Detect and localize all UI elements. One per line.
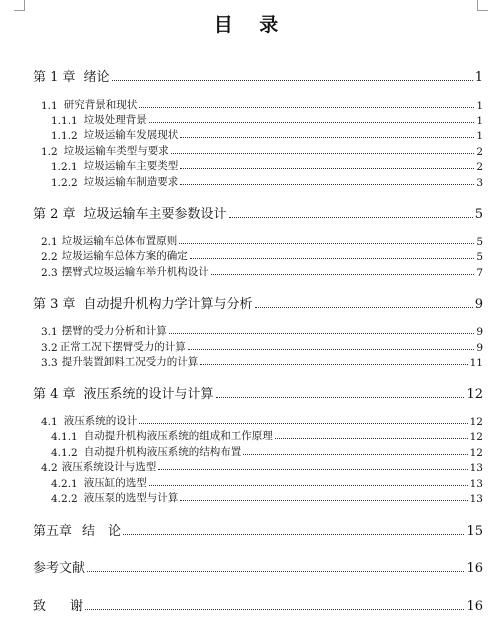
toc-chapter-entry[interactable] xyxy=(33,520,483,539)
toc-entry-number: 1.2.1 xyxy=(51,161,78,173)
toc-entry-number: 第 2 章 xyxy=(33,207,76,222)
toc-entry-title: 液压系统设计与选型 xyxy=(61,461,157,473)
toc-entry-title: 摆臂式垃圾运输车举升机构设计 xyxy=(61,266,209,278)
toc-page-number: 13 xyxy=(469,462,483,474)
toc-page-number: 5 xyxy=(476,236,483,248)
toc-entry-number: 4.1 xyxy=(41,416,58,428)
toc-entry-number: 2.3 xyxy=(41,267,58,279)
toc-dot-leader xyxy=(229,216,473,218)
toc-page-number: 12 xyxy=(469,447,483,459)
toc-entry-title: 结 论 xyxy=(82,524,122,539)
toc-section-entry[interactable] xyxy=(41,413,483,428)
toc-page-number: 13 xyxy=(469,478,483,490)
toc-entry-title: 垃圾运输车主要类型 xyxy=(83,160,179,172)
toc-entry-number: 第 1 章 xyxy=(33,70,76,85)
toc-entry-title: 自动提升机构力学计算与分析 xyxy=(83,297,253,312)
toc-entry-number: 3.2 xyxy=(41,342,58,354)
toc-chapter-entry[interactable] xyxy=(33,383,483,402)
toc-section-entry[interactable] xyxy=(41,339,483,354)
toc-dot-leader xyxy=(216,396,465,398)
toc-section-entry[interactable] xyxy=(51,428,483,443)
toc-entry-number: 1.2 xyxy=(41,146,58,158)
toc-page-number: 16 xyxy=(466,599,483,614)
toc-entry-title: 垃圾运输车发展现状 xyxy=(83,129,179,141)
toc-page-number: 2 xyxy=(476,161,483,173)
toc-entry-title: 垃圾运输车制造要求 xyxy=(83,176,179,188)
toc-page-number: 2 xyxy=(476,146,483,158)
toc-dot-leader xyxy=(112,79,473,81)
toc-chapter-entry[interactable] xyxy=(33,595,483,614)
toc-title: 目 录 xyxy=(213,14,289,36)
toc-entry-title: 摆臂的受力分析和计算 xyxy=(61,325,167,337)
toc-dot-leader xyxy=(139,106,474,108)
toc-section-entry[interactable] xyxy=(41,323,483,338)
toc-entry-title: 液压系统的设计 xyxy=(63,415,138,427)
toc-entry-number: 第 4 章 xyxy=(33,387,76,402)
toc-section-entry[interactable] xyxy=(51,112,483,127)
toc-entry-number: 2.1 xyxy=(41,236,58,248)
toc-entry-number: 4.2.1 xyxy=(51,478,78,490)
toc-section-entry[interactable] xyxy=(51,475,483,490)
toc-entry-number: 1.1.1 xyxy=(51,115,78,127)
toc-dot-leader xyxy=(180,167,474,169)
toc-page-number: 16 xyxy=(466,561,483,576)
toc-dot-leader xyxy=(275,437,468,439)
toc-entry-title: 提升装置卸料工况受力的计算 xyxy=(61,356,199,368)
toc-dot-leader xyxy=(123,533,464,535)
toc-page-number: 5 xyxy=(474,207,483,222)
toc-dot-leader xyxy=(180,183,474,185)
toc-entry-number: 2.2 xyxy=(41,251,58,263)
toc-section-entry[interactable] xyxy=(41,354,483,369)
toc-entry-number: 1.2.2 xyxy=(51,177,78,189)
toc-dot-leader xyxy=(188,348,475,350)
toc-entry-number: 1.1 xyxy=(41,100,58,112)
toc-section-entry[interactable] xyxy=(41,248,483,263)
toc-entry-number: 3.1 xyxy=(41,326,58,338)
toc-entry-title: 垃圾运输车总体布置原则 xyxy=(61,235,178,247)
toc-dot-leader xyxy=(171,152,475,154)
toc-entry-title: 正常工况下摆臂受力的计算 xyxy=(59,341,186,353)
toc-entry-number: 1.1.2 xyxy=(51,130,78,142)
toc-entry-title: 参考文献 xyxy=(33,561,86,576)
toc-entry-number: 4.2.2 xyxy=(51,493,78,505)
toc-entry-number: 3.3 xyxy=(41,357,58,369)
toc-page-number: 5 xyxy=(476,251,483,263)
toc-chapter-entry[interactable] xyxy=(33,66,483,85)
toc-chapter-entry[interactable] xyxy=(33,203,483,222)
toc-chapter-entry[interactable] xyxy=(33,293,483,312)
toc-page-number: 1 xyxy=(476,130,483,142)
toc-chapter-entry[interactable] xyxy=(33,557,483,576)
toc-dot-leader xyxy=(158,468,467,470)
toc-entry-number: 4.1.1 xyxy=(51,431,78,443)
toc-dot-leader xyxy=(139,422,467,424)
toc-dot-leader xyxy=(200,363,467,365)
toc-entry-number: 4.1.2 xyxy=(51,447,78,459)
toc-page-number: 9 xyxy=(474,297,483,312)
toc-dot-leader xyxy=(190,257,475,259)
toc-entry-title: 自动提升机构液压系统的结构布置 xyxy=(83,446,242,458)
toc-page-number: 15 xyxy=(466,524,483,539)
toc-page-number: 9 xyxy=(476,342,483,354)
toc-entry-number: 第五章 xyxy=(33,524,73,539)
toc-page-number: 9 xyxy=(476,326,483,338)
toc-entry-title: 绪论 xyxy=(83,70,110,85)
toc-entry-number: 4.2 xyxy=(41,462,58,474)
toc-entry-number: 第 3 章 xyxy=(33,297,76,312)
toc-page-number: 1 xyxy=(476,115,483,127)
toc-page-number: 7 xyxy=(476,267,483,279)
toc-dot-leader xyxy=(180,136,474,138)
toc-entry-title: 液压缸的选型 xyxy=(83,477,147,489)
toc-section-entry[interactable] xyxy=(51,158,483,173)
toc-page-number: 13 xyxy=(469,493,483,505)
toc-entry-title: 垃圾运输车类型与要求 xyxy=(63,145,169,157)
toc-section-entry[interactable] xyxy=(41,233,483,248)
toc-entry-title: 谢 xyxy=(70,599,84,614)
toc-section-entry[interactable] xyxy=(51,174,483,189)
toc-entry-title: 垃圾处理背景 xyxy=(83,114,147,126)
toc-dot-leader xyxy=(87,570,464,572)
toc-entry-title: 垃圾运输车主要参数设计 xyxy=(83,207,227,222)
toc-entry-title: 液压系统的设计与计算 xyxy=(83,387,214,402)
toc-dot-leader xyxy=(243,453,467,455)
toc-entry-title: 研究背景和现状 xyxy=(63,99,138,111)
toc-dot-leader xyxy=(149,121,475,123)
toc-page-number: 1 xyxy=(474,70,483,85)
toc-entry-title: 自动提升机构液压系统的组成和工作原理 xyxy=(83,430,273,442)
toc-page-number: 1 xyxy=(476,100,483,112)
toc-page-number: 12 xyxy=(469,416,483,428)
toc-section-entry[interactable] xyxy=(41,143,483,158)
toc-page-number: 12 xyxy=(469,431,483,443)
toc-section-entry[interactable] xyxy=(51,490,483,505)
toc-dot-leader xyxy=(179,242,474,244)
toc-dot-leader xyxy=(169,332,475,334)
toc-entry-number: 致 xyxy=(33,599,47,614)
toc-page-number: 11 xyxy=(469,357,483,369)
toc-entry-title: 液压泵的选型与计算 xyxy=(83,492,179,504)
toc-dot-leader xyxy=(255,306,473,308)
toc-section-entry[interactable] xyxy=(41,459,483,474)
toc-section-entry[interactable] xyxy=(51,127,483,142)
toc-dot-leader xyxy=(211,273,475,275)
toc-page-number: 3 xyxy=(476,177,483,189)
toc-entry-title: 垃圾运输车总体方案的确定 xyxy=(61,250,188,262)
toc-section-entry[interactable] xyxy=(41,97,483,112)
toc-dot-leader xyxy=(85,608,464,610)
toc-page-number: 12 xyxy=(466,387,483,402)
toc-section-entry[interactable] xyxy=(51,444,483,459)
toc-dot-leader xyxy=(149,484,468,486)
toc-section-entry[interactable] xyxy=(41,264,483,279)
toc-dot-leader xyxy=(180,499,467,501)
